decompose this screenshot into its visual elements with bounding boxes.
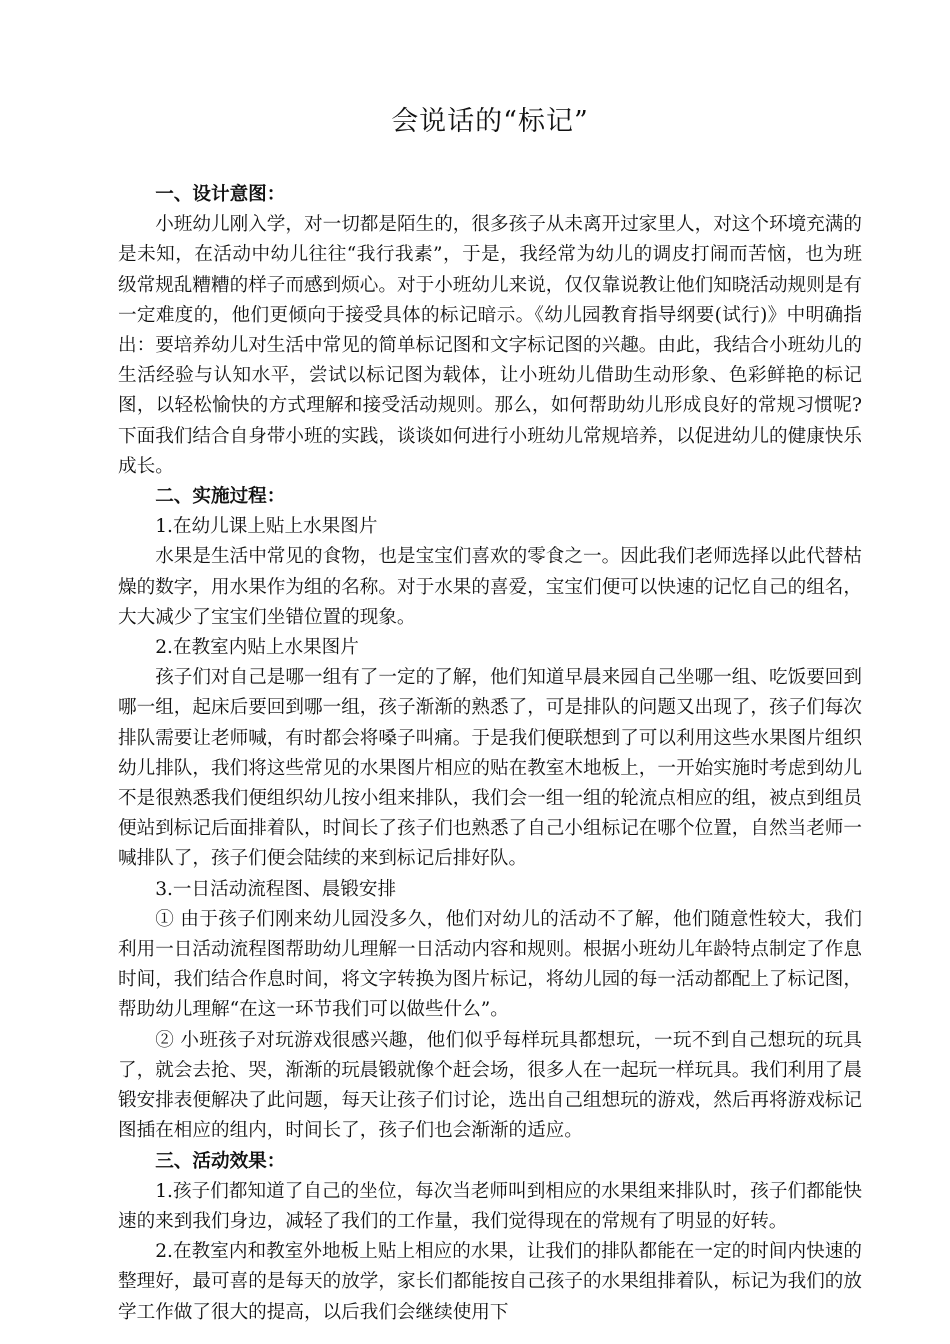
document-title: 会说话的“标记” [391, 106, 589, 137]
paragraph: 2.在教室内和教室外地板上贴上相应的水果，让我们的排队都能在一定的时间内快速的整理好，最可喜的是每天的放学，家长们都能按自己孩子的水果组排着队，标记为我们的放学工作做了很大的提高，以后我们会继续使用下 [118, 1241, 862, 1323]
subheading: 1.在幼儿课上贴上水果图片 [155, 516, 378, 538]
subheading: 3.一日活动流程图、晨锻安排 [155, 878, 397, 900]
subheading: 2.在教室内贴上水果图片 [155, 637, 359, 659]
section-heading-effects: 三、活动效果： [155, 1150, 286, 1172]
paragraph: 小班幼儿刚入学，对一切都是陌生的，很多孩子从未离开过家里人，对这个环境充满的是未知，在活动中幼儿往往“我行我素”，于是，我经常为幼儿的调皮打闹而苦恼，也为班级常规乱糟糟的样子而感到烦心。对于小班幼儿来说，仅仅靠说教让他们知晓活动规则是有一定难度的，他们更倾向于接受具体的标记暗示。《幼儿园教育指导纲要(试行)》中明确指出：要培养幼儿对生活中常见的简单标记图和文字标记图的兴趣。由此，我结合小班幼儿的生活经验与认知水平，尝试以标记图为载体，让小班幼儿借助生动形象、色彩鲜艳的标记图，以轻松愉快的方式理解和接受活动规则。那么，如何帮助幼儿形成良好的常规习惯呢?下面我们结合自身带小班的实践，谈谈如何进行小班幼儿常规培养，以促进幼儿的健康快乐成长。 [118, 214, 862, 477]
paragraph: ① 由于孩子们刚来幼儿园没多久，他们对幼儿的活动不了解，他们随意性较大，我们利用一日活动流程图帮助幼儿理解一日活动内容和规则。根据小班幼儿年龄特点制定了作息时间，我们结合作息时间，将文字转换为图片标记，将幼儿园的每一活动都配上了标记图，帮助幼儿理解“在这一环节我们可以做些什么”。 [118, 908, 862, 1021]
section-heading-design-intent: 一、设计意图： [155, 184, 286, 205]
section-heading-implementation: 二、实施过程： [155, 486, 286, 508]
paragraph: 水果是生活中常见的食物，也是宝宝们喜欢的零食之一。因此我们老师选择以此代替枯燥的数字，用水果作为组的名称。对于水果的喜爱，宝宝们便可以快速的记忆自己的组名，大大减少了宝宝们坐错位置的现象。 [118, 546, 862, 628]
document-body [118, 180, 862, 1328]
paragraph: ② 小班孩子对玩游戏很感兴趣，他们似乎每样玩具都想玩，一玩不到自己想玩的玩具了，就会去抢、哭，渐渐的玩晨锻就像个赶会场，很多人在一起玩一样玩具。我们利用了晨锻安排表便解决了此问题，每天让孩子们讨论，选出自己组想玩的游戏，然后再将游戏标记图插在相应的组内，时间长了，孩子们也会渐渐的适应。 [118, 1029, 862, 1142]
paragraph: 1.孩子们都知道了自己的坐位，每次当老师叫到相应的水果组来排队时，孩子们都能快速的来到我们身边，减轻了我们的工作量，我们觉得现在的常规有了明显的好转。 [118, 1180, 862, 1232]
paragraph: 孩子们对自己是哪一组有了一定的了解，他们知道早晨来园自己坐哪一组、吃饭要回到哪一组，起床后要回到哪一组，孩子渐渐的熟悉了，可是排队的问题又出现了，孩子们每次排队需要让老师喊，有时都会将嗓子叫痛。于是我们便联想到了可以利用这些水果图片组织幼儿排队，我们将这些常见的水果图片相应的贴在教室木地板上，一开始实施时考虑到幼儿不是很熟悉我们便组织幼儿按小组来排队，我们会一组一组的轮流点相应的组，被点到组员便站到标记后面排着队，时间长了孩子们也熟悉了自己小组标记在哪个位置，自然当老师一喊排队了，孩子们便会陆续的来到标记后排好队。 [118, 667, 862, 870]
